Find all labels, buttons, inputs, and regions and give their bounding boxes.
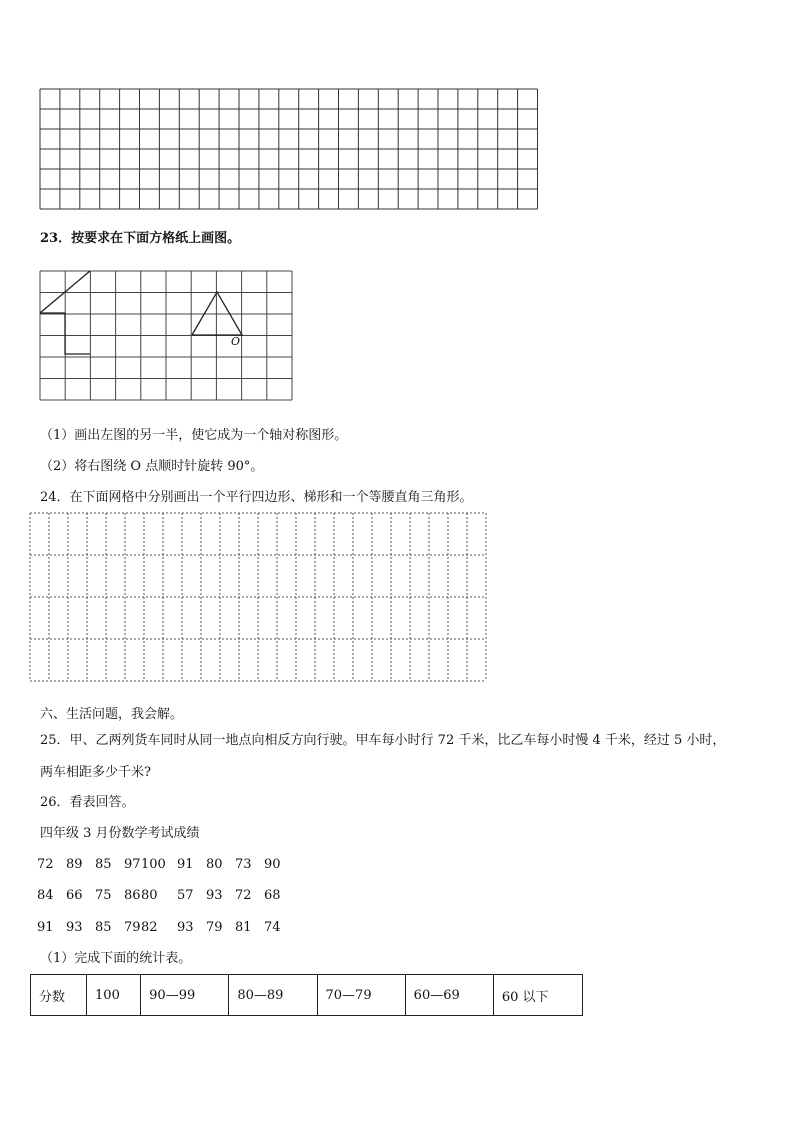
q25-line1: 25．甲、乙两列货车同时从同一地点向相反方向行驶。甲车每小时行 72 千米，比乙车每小时慢 4 千米，经过 5 小时， <box>40 733 726 748</box>
score: 93 <box>66 920 83 935</box>
score: 93 <box>177 920 194 935</box>
score: 81 <box>235 920 252 935</box>
score: 79 <box>124 920 141 935</box>
score: 97 <box>124 857 141 872</box>
table-cell: 100 <box>87 975 141 1016</box>
q25-line2: 两车相距多少千米? <box>40 765 151 780</box>
left-half-figure-base <box>40 313 90 354</box>
score: 74 <box>264 920 281 935</box>
score: 85 <box>95 920 112 935</box>
score: 66 <box>66 888 83 903</box>
table-cell: 80—89 <box>229 975 317 1016</box>
score: 68 <box>264 888 281 903</box>
score: 93 <box>206 888 223 903</box>
point-o-label: O <box>231 335 241 348</box>
score: 75 <box>95 888 112 903</box>
right-triangle-figure <box>192 292 242 335</box>
score: 72 <box>235 888 252 903</box>
q26-caption: 四年级 3 月份数学考试成绩 <box>40 826 200 841</box>
table-row <box>31 975 583 1016</box>
score: 100 <box>141 857 166 872</box>
score: 80 <box>141 888 158 903</box>
score-row-2 <box>37 889 293 902</box>
table-cell: 60 以下 <box>493 975 582 1016</box>
q26-title: 26．看表回答。 <box>40 795 135 810</box>
score: 82 <box>141 920 158 935</box>
section6-title: 六、生活问题，我会解。 <box>40 707 184 722</box>
score: 79 <box>206 920 223 935</box>
q24-title: 24．在下面网格中分别画出一个平行四边形、梯形和一个等腰直角三角形。 <box>40 490 473 505</box>
table-cell: 90—99 <box>141 975 229 1016</box>
score-row-3 <box>37 921 293 934</box>
score: 73 <box>235 857 252 872</box>
score: 85 <box>95 857 112 872</box>
score: 89 <box>66 857 83 872</box>
stats-table <box>30 974 583 1016</box>
left-half-figure <box>40 271 90 313</box>
score-row-1 <box>37 858 293 871</box>
score: 90 <box>264 857 281 872</box>
score: 80 <box>206 857 223 872</box>
score: 72 <box>37 857 54 872</box>
table-cell: 分数 <box>31 975 87 1016</box>
score: 91 <box>177 857 194 872</box>
q23-sub2: （2）将右图绕 O 点顺时针旋转 90°。 <box>40 459 264 474</box>
score: 91 <box>37 920 54 935</box>
q23-title: 23．按要求在下面方格纸上画图。 <box>40 231 241 246</box>
score: 57 <box>177 888 194 903</box>
q23-sub1: （1）画出左图的另一半，使它成为一个轴对称图形。 <box>40 428 348 443</box>
table-cell: 70—79 <box>317 975 405 1016</box>
score: 84 <box>37 888 54 903</box>
score: 86 <box>124 888 141 903</box>
table-cell: 60—69 <box>405 975 493 1016</box>
q26-sub1: （1）完成下面的统计表。 <box>40 951 192 966</box>
